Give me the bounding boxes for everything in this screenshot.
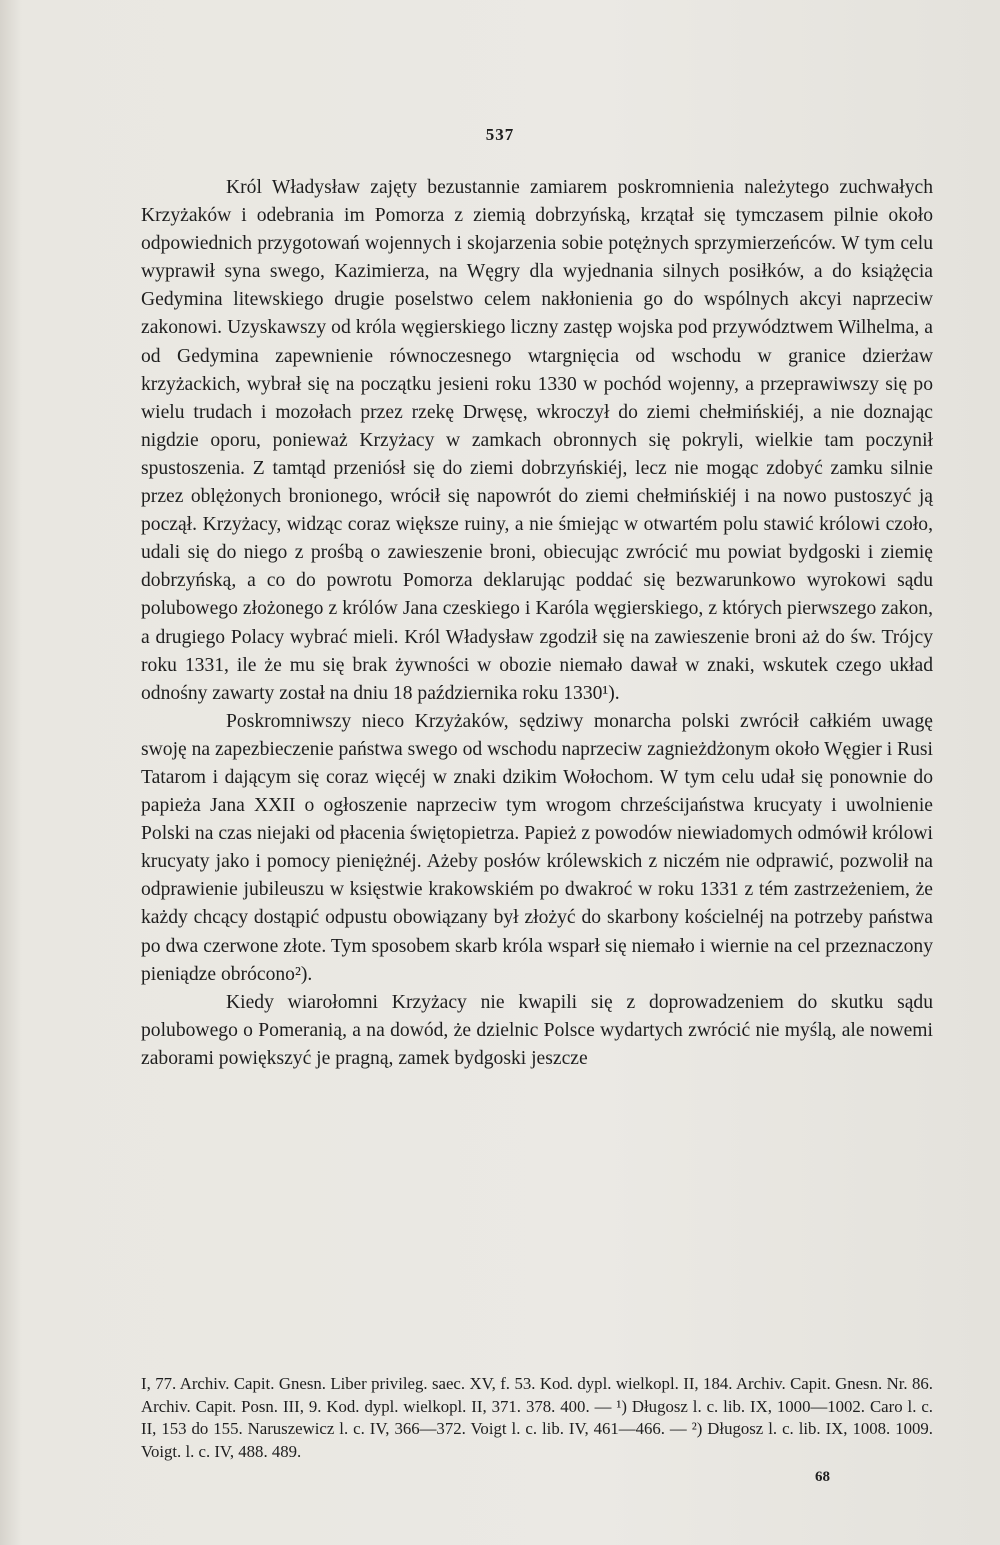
page-number: 537 (485, 125, 515, 144)
footnote-text: I, 77. Archiv. Capit. Gnesn. Liber privileg. saec. XV, f. 53. Kod. dypl. wielkopl. II, 184. Archiv. Capit. Gnesn. Nr. 86. Archiv. Capit. Posn. III, 9. Kod. dypl. wielkopl. II, 371. 378. 400. — ¹) Długosz l. c. lib. IX, 1000—1002. Caro l. c. II, 153 do 155. Naruszewicz l. c. IV, 366—372. Voigt l. c. lib. IV, 461—466. — ²) Długosz l. c. lib. IX, 1008. 1009. Voigt. l. c. IV, 488. 489. (141, 1374, 933, 1462)
main-text (141, 174, 933, 1073)
printer-signature: 68 (815, 1469, 830, 1485)
paragraph-2: Poskromniwszy nieco Krzyżaków, sędziwy monarcha polski zwrócił całkiém uwagę swoję na zapezbieczenie państwa swego od wschodu naprzeciw zagnieżdżonym około Węgier i Rusi Tatarom i dającym się coraz więcéj w znaki dzikim Wołochom. W tym celu udał się ponownie do papieża Jana XXII o ogłoszenie naprzeciw tym wrogom chrześcijaństwa krucyaty i uwolnienie Polski na czas niejaki od płacenia świętopietrza. Papież z powodów niewiadomych odmówił królowi krucyaty jako i pomocy pieniężnéj. Ażeby posłów królewskich z niczém nie odprawić, pozwolił na odprawienie jubileuszu w księstwie krakowskiém po dwakroć w roku 1331 z tém zastrzeżeniem, że każdy chcący dostąpić odpustu obowiązany był złożyć do skarbony kościelnéj na potrzeby państwa po dwa czerwone złote. Tym sposobem skarb króla wsparł się niemało i wiernie na cel przeznaczony pieniądze obrócono²). (141, 710, 933, 985)
paragraph-1: Król Władysław zajęty bezustannie zamiarem poskromnienia należytego zuchwałych Krzyżaków i odebrania im Pomorza z ziemią dobrzyńską, krzątał się tymczasem pilnie około odpowiednich przygotowań wojennych i skojarzenia sobie potężnych sprzymierzeńców. W tym celu wyprawił syna swego, Kazimierza, na Węgry dla wyjednania silnych posiłków, a do książęcia Gedymina litewskiego drugie poselstwo celem nakłonienia go do wspólnych akcyi naprzeciw zakonowi. Uzyskawszy od króla węgierskiego liczny zastęp wojska pod przywództwem Wilhelma, a od Gedymina zapewnienie równoczesnego wtargnięcia od wschodu w granice dzierżaw krzyżackich, wybrał się na początku jesieni roku 1330 w pochód wojenny, a przeprawiwszy się po wielu trudach i mozołach przez rzekę Drwęsę, wkroczył do ziemi chełmińskiéj, a nie doznając nigdzie oporu, ponieważ Krzyżacy w zamkach obronnych się pokryli, wielkie tam poczynił spustoszenia. Z tamtąd przeniósł się do ziemi dobrzyńskiéj, lecz nie mogąc zdobyć zamku silnie przez oblężonych bronionego, wrócił się napowrót do ziemi chełmińskiéj i na nowo pustoszyć ją począł. Krzyżacy, widząc coraz większe ruiny, a nie śmiejąc w otwartém polu stawić królowi czoło, udali się do niego z prośbą o zawieszenie broni, obiecując zwrócić mu powiat bydgoski i ziemię dobrzyńską, a co do powrotu Pomorza deklarując poddać się bezwarunkowo wyrokowi sądu polubowego złożonego z królów Jana czeskiego i Karóla węgierskiego, z których pierwszego zakon, a drugiego Polacy wybrać mieli. Król Władysław zgodził się na zawieszenie broni aż do św. Trójcy roku 1331, ile że mu się brak żywności w obozie niemało dawał w znaki, wskutek czego układ odnośny zawarty został na dniu 18 października roku 1330¹). (141, 177, 933, 704)
paragraph-3: Kiedy wiarołomni Krzyżacy nie kwapili się z doprowadzeniem do skutku sądu polubowego o Pomeranią, a na dowód, że dzielnic Polsce wydartych zwrócić nie myślą, ale nowemi zaborami powiększyć je pragną, zamek bydgoski jeszcze (141, 991, 933, 1069)
footnotes (141, 1373, 933, 1464)
